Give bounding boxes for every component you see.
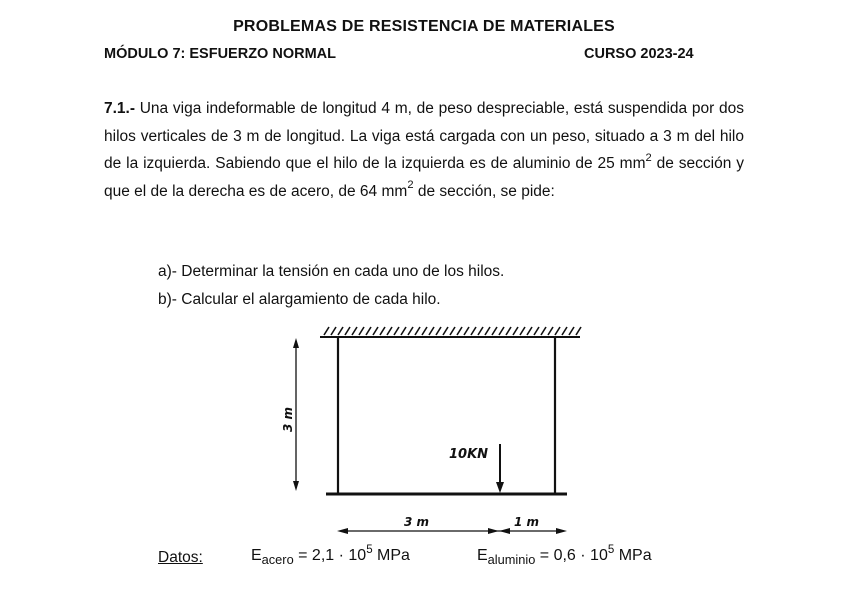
- hatch-mark: [443, 327, 448, 335]
- load-label: 10KN: [449, 447, 489, 462]
- page-title: PROBLEMAS DE RESISTENCIA DE MATERIALES: [233, 18, 615, 35]
- hatch-mark: [548, 327, 553, 335]
- ceiling-hatching: [324, 327, 581, 335]
- e-alum-sub: aluminio: [487, 552, 536, 567]
- hatch-mark: [576, 327, 581, 335]
- hatch-mark: [450, 327, 455, 335]
- hatch-mark: [485, 327, 490, 335]
- hatch-mark: [422, 327, 427, 335]
- hatch-mark: [429, 327, 434, 335]
- hatch-mark: [513, 327, 518, 335]
- span-arrow-left: [337, 528, 348, 534]
- e-acero-value: [251, 543, 410, 567]
- e-alum-unit: MPa: [614, 547, 652, 564]
- hatch-mark: [331, 327, 336, 335]
- hatch-mark: [366, 327, 371, 335]
- problem-number: 7.1.-: [104, 100, 136, 117]
- load-arrow-head: [496, 482, 504, 493]
- e-acero-number: = 2,1 · 10: [293, 547, 367, 564]
- question-b: b)- Calcular el alargamiento de cada hilo.: [158, 291, 441, 308]
- hatch-mark: [527, 327, 532, 335]
- hatch-mark: [520, 327, 525, 335]
- hatch-mark: [471, 327, 476, 335]
- e-alum-symbol: E: [477, 547, 488, 564]
- hatch-mark: [457, 327, 462, 335]
- e-alum-number: = 0,6 · 10: [535, 547, 608, 564]
- span-arrow-mid-right: [499, 528, 510, 534]
- hatch-mark: [464, 327, 469, 335]
- hatch-mark: [415, 327, 420, 335]
- problem-text-2: de sección y que el de la derecha es de acero, de 64 mm: [104, 155, 744, 200]
- span-arrow-mid-left: [488, 528, 499, 534]
- hatch-mark: [345, 327, 350, 335]
- height-label: 3 m: [281, 406, 295, 432]
- e-alum-exp: 5: [607, 543, 615, 556]
- problem-text-1: Una viga indeformable de longitud 4 m, de peso despreciable, está suspendida por dos hilos verticales de 3 m de longitud. La viga está cargada con un peso, situado a 3 m del hilo de la izquierda. Sabiendo que el hilo de la izquierda es de aluminio de 25 mm: [104, 100, 744, 172]
- hatch-mark: [380, 327, 385, 335]
- e-acero-sub: acero: [261, 552, 294, 567]
- hatch-mark: [478, 327, 483, 335]
- hatch-mark: [499, 327, 504, 335]
- hatch-mark: [387, 327, 392, 335]
- question-a: a)- Determinar la tensión en cada uno de los hilos.: [158, 263, 505, 280]
- hatch-mark: [324, 327, 329, 335]
- hatch-mark: [401, 327, 406, 335]
- e-acero-symbol: E: [251, 547, 262, 564]
- span-arrow-right: [556, 528, 567, 534]
- hatch-mark: [492, 327, 497, 335]
- e-acero-exp: 5: [366, 543, 373, 556]
- dim-right-label: 1 m: [514, 515, 540, 529]
- hatch-mark: [534, 327, 539, 335]
- hatch-mark: [541, 327, 546, 335]
- hatch-mark: [569, 327, 574, 335]
- problem-exponent-1: 2: [645, 151, 652, 164]
- hatch-mark: [408, 327, 413, 335]
- hatch-mark: [436, 327, 441, 335]
- dim-left-label: 3 m: [404, 515, 430, 529]
- e-aluminio-value: [477, 543, 652, 567]
- hatch-mark: [394, 327, 399, 335]
- datos-label: Datos:: [158, 549, 203, 566]
- module-label: MÓDULO 7: ESFUERZO NORMAL: [104, 46, 336, 62]
- hatch-mark: [352, 327, 357, 335]
- course-label: CURSO 2023-24: [584, 46, 694, 62]
- hatch-mark: [338, 327, 343, 335]
- hatch-mark: [555, 327, 560, 335]
- height-arrow-bottom: [293, 481, 299, 491]
- hatch-mark: [373, 327, 378, 335]
- problem-exponent-2: 2: [407, 179, 414, 192]
- e-acero-unit: MPa: [372, 547, 410, 564]
- hatch-mark: [359, 327, 364, 335]
- hatch-mark: [562, 327, 567, 335]
- height-arrow-top: [293, 338, 299, 348]
- hatch-mark: [506, 327, 511, 335]
- problem-text-3: de sección, se pide:: [413, 182, 555, 200]
